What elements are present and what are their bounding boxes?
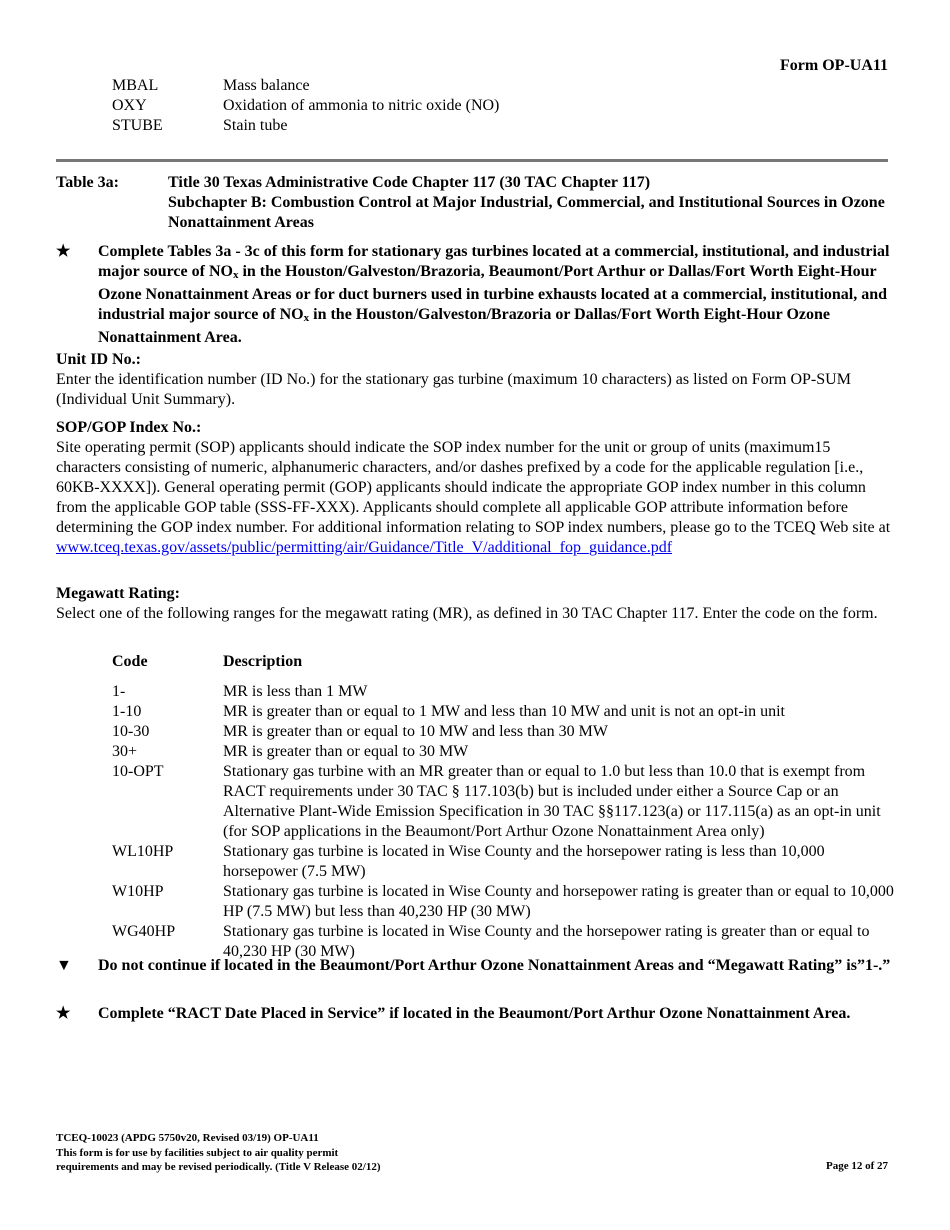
page-number: Page 12 of 27: [825, 1160, 888, 1172]
instruction-bullet-ract: [56, 1004, 892, 1024]
down-triangle-icon: ▼: [56, 957, 72, 974]
table-header-row: [112, 652, 896, 682]
abbreviation-code: OXY: [112, 97, 147, 114]
table-title-line-1: Title 30 Texas Administrative Code Chapter 117 (30 TAC Chapter 117): [168, 174, 651, 191]
sop-gop-section: [56, 418, 896, 558]
megawatt-body: Select one of the following ranges for the megawatt rating (MR), as defined in 30 TAC Chapter 117. Enter the code on the form.: [56, 605, 878, 622]
abbreviation-desc: Mass balance: [223, 77, 310, 94]
row-code: W10HP: [112, 883, 164, 900]
instruction-text: Do not continue if located in the Beaumont/Port Arthur Ozone Nonattainment Areas and “Megawatt Rating” is”1-.”: [98, 957, 891, 974]
table-row: [112, 742, 896, 762]
table-row: [112, 882, 896, 922]
table-title: [168, 173, 892, 233]
sop-gop-heading: SOP/GOP Index No.:: [56, 419, 202, 436]
row-code: 10-OPT: [112, 763, 164, 780]
row-code: WL10HP: [112, 843, 174, 860]
table-row: [112, 702, 896, 722]
footer-form-info: [56, 1131, 380, 1175]
star-icon: ★: [56, 1005, 71, 1022]
table-row: [112, 722, 896, 742]
instruction-text: Complete Tables 3a - 3c of this form for stationary gas turbines located at a commercial, institutional, and industrial major source of NOx in the Houston/Galveston/Brazoria, Beaumont/Port Arthur or Dallas/Fort Worth Eight-Hour Ozone Nonattainment Areas or for duct burners used in turbine exhausts located at a commercial, institutional, and industrial major source of NOx in the Houston/Galveston/Brazoria or Dallas/Fort Worth Eight-Hour Ozone Nonattainment Area.: [98, 243, 890, 346]
table-label: Table 3a:: [56, 174, 119, 191]
abbreviation-row: [112, 76, 310, 96]
abbreviation-code: STUBE: [112, 117, 163, 134]
column-header-code: Code: [112, 653, 148, 670]
abbreviation-desc: Oxidation of ammonia to nitric oxide (NO): [223, 97, 500, 114]
guidance-link[interactable]: www.tceq.texas.gov/assets/public/permitting/air/Guidance/Title_V/additional_fop_guidance.pdf: [56, 539, 673, 556]
row-code: 30+: [112, 743, 138, 760]
table-title-line-2: Subchapter B: Combustion Control at Major Industrial, Commercial, and Institutional Sources in Ozone Nonattainment Areas: [168, 194, 885, 231]
megawatt-heading: Megawatt Rating:: [56, 585, 180, 602]
form-id: Form OP-UA11: [780, 57, 888, 74]
unit-id-heading: Unit ID No.:: [56, 351, 141, 368]
section-divider: [56, 159, 888, 162]
row-code: 1-: [112, 683, 126, 700]
table-row: [112, 682, 896, 702]
abbreviation-code: MBAL: [112, 77, 159, 94]
row-code: 10-30: [112, 723, 150, 740]
abbreviation-row: [112, 96, 499, 116]
megawatt-code-table: [112, 652, 896, 962]
footer-line-3: requirements and may be revised periodically. (Title V Release 02/12): [56, 1161, 381, 1173]
row-description: MR is less than 1 MW: [223, 683, 368, 700]
unit-id-body: Enter the identification number (ID No.) for the stationary gas turbine (maximum 10 characters) as listed on Form OP-SUM (Individual Unit Summary).: [56, 371, 851, 408]
sop-gop-body: Site operating permit (SOP) applicants should indicate the SOP index number for the unit or group of units (maximum15 characters consisting of numeric, alphanumeric characters, and/or dashes prefixed by a code for the applicable regulation [i.e., 60KB-XXXX]). General operating permit (GOP) applicants should indicate the appropriate GOP index number in this column from the applicable GOP table (SSS-FF-XXX). Applicants should complete all applicable GOP attribute information before determining the GOP index number. For additional information relating to SOP index numbers, please go to the TCEQ Web site at: [56, 439, 891, 536]
footer-line-2: This form is for use by facilities subject to air quality permit: [56, 1146, 339, 1159]
abbreviation-row: [112, 116, 287, 136]
row-description: Stationary gas turbine with an MR greater than or equal to 1.0 but less than 10.0 that is exempt from RACT requirements under 30 TAC § 117.103(b) but is included under either a Source Cap or an Alternative Plant-Wide Emission Specification in 30 TAC §§117.123(a) or 117.115(a) as an opt-in unit (for SOP applications in the Beaumont/Port Arthur Ozone Nonattainment Area only): [223, 763, 881, 840]
row-description: Stationary gas turbine is located in Wise County and the horsepower rating is less than 10,000 horsepower (7.5 MW): [223, 843, 825, 880]
unit-id-section: [56, 350, 896, 410]
row-code: WG40HP: [112, 923, 176, 940]
row-description: MR is greater than or equal to 30 MW: [223, 743, 469, 760]
row-description: Stationary gas turbine is located in Wise County and horsepower rating is greater than or equal to 10,000 HP (7.5 MW) but less than 40,230 HP (30 MW): [223, 883, 894, 920]
star-icon: ★: [56, 243, 71, 260]
row-description: MR is greater than or equal to 1 MW and less than 10 MW and unit is not an opt-in unit: [223, 703, 785, 720]
column-header-description: Description: [223, 653, 303, 670]
footer-line-1: TCEQ-10023 (APDG 5750v20, Revised 03/19) OP-UA11: [56, 1132, 319, 1144]
row-description: Stationary gas turbine is located in Wise County and the horsepower rating is greater than or equal to 40,230 HP (30 MW): [223, 923, 870, 960]
table-row: [112, 762, 896, 842]
instruction-bullet-stop: [56, 956, 892, 976]
instruction-text: Complete “RACT Date Placed in Service” if located in the Beaumont/Port Arthur Ozone Nonattainment Area.: [98, 1005, 851, 1022]
abbreviation-desc: Stain tube: [223, 117, 288, 134]
table-row: [112, 842, 896, 882]
row-code: 1-10: [112, 703, 142, 720]
megawatt-section: [56, 584, 896, 624]
instruction-bullet-tables: [56, 242, 892, 348]
row-description: MR is greater than or equal to 10 MW and less than 30 MW: [223, 723, 608, 740]
